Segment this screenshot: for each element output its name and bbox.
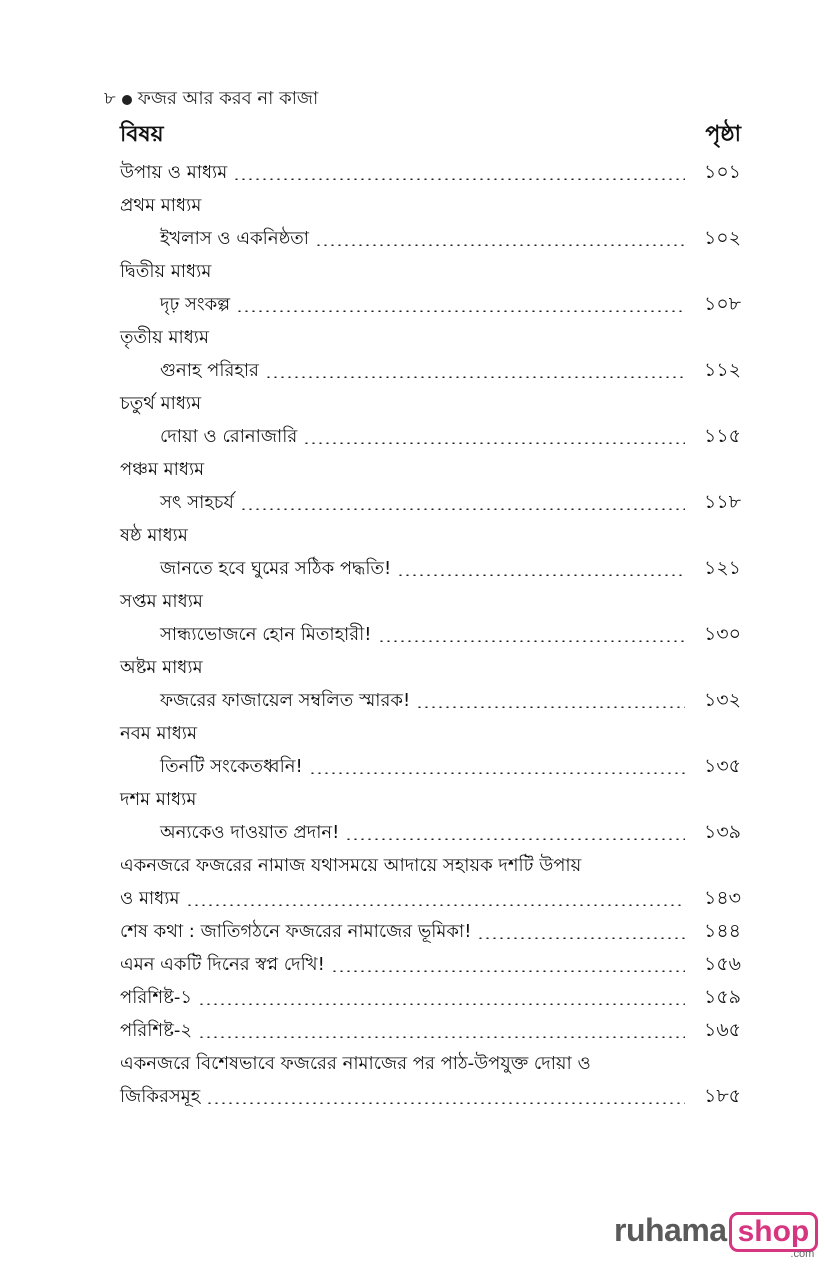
page-column-heading: পৃষ্ঠা — [705, 122, 741, 147]
toc-entry-title: তিনটি সংকেতধ্বনি! — [160, 756, 303, 777]
toc-row — [120, 651, 741, 684]
toc-entry-title: পরিশিষ্ট-১ — [120, 987, 193, 1008]
bullet-icon — [122, 95, 132, 105]
toc-entry-title: তৃতীয় মাধ্যম — [120, 327, 210, 348]
book-title: ফজর আর করব না কাজা — [137, 88, 319, 109]
toc-entry-page: ১৪৪ — [704, 920, 741, 942]
toc-entry-title: সৎ সাহচর্য — [160, 492, 234, 513]
toc-entry-title: চতুর্থ মাধ্যম — [120, 393, 202, 414]
toc-row — [120, 915, 741, 948]
dot-leader — [477, 937, 685, 939]
dot-leader — [233, 178, 685, 180]
dot-leader — [378, 640, 685, 642]
dot-leader — [236, 310, 685, 312]
toc-row — [120, 618, 741, 651]
dot-leader — [416, 706, 685, 708]
toc-row — [120, 1080, 741, 1113]
toc-entry-title: ইখলাস ও একনিষ্ঠতা — [160, 228, 310, 249]
toc-row — [120, 354, 741, 387]
dot-leader — [345, 838, 685, 840]
dot-leader — [198, 1003, 685, 1005]
toc-row — [120, 684, 741, 717]
toc-row — [120, 816, 741, 849]
dot-leader — [198, 1036, 685, 1038]
toc-entry-title: অষ্টম মাধ্যম — [120, 657, 203, 678]
toc-entry-page: ১০২ — [703, 227, 741, 249]
ruhamashop-logo — [614, 1212, 818, 1260]
toc-entry-page: ১১২ — [703, 359, 741, 381]
toc-row — [120, 222, 741, 255]
running-head — [104, 84, 318, 115]
toc-entry-title: নবম মাধ্যম — [120, 723, 197, 744]
toc-entry-page: ১৮৫ — [704, 1085, 741, 1107]
toc-entry-title: ও মাধ্যম — [120, 888, 180, 909]
toc-row — [120, 387, 741, 420]
toc-entry-page: ১১৮ — [704, 491, 741, 513]
logo-brand-main: ruhama — [614, 1212, 727, 1248]
toc-entry-page: ১৩৯ — [703, 821, 741, 843]
toc-entry-title: সান্ধ্যভোজনে হোন মিতাহারী! — [160, 624, 372, 645]
toc-entry-page: ১৫৬ — [703, 953, 741, 975]
toc-entry-title: দ্বিতীয় মাধ্যম — [120, 261, 212, 282]
toc-entry-page: ১৩৫ — [703, 755, 741, 777]
toc-entry-title: দৃঢ় সংকল্প — [160, 294, 231, 315]
toc-row — [120, 255, 741, 288]
dot-leader — [303, 442, 685, 444]
toc-entry-page: ১৩২ — [703, 689, 741, 711]
toc-row — [120, 849, 741, 882]
toc-row — [120, 420, 741, 453]
logo-brand-shop: shop — [729, 1212, 819, 1252]
dot-leader — [206, 1102, 685, 1104]
toc-row — [120, 156, 741, 189]
toc-entry-page: ১০১ — [703, 161, 741, 183]
dot-leader — [240, 508, 685, 510]
toc-row — [120, 189, 741, 222]
page-number: ৮ — [104, 88, 116, 109]
toc-row — [120, 552, 741, 585]
dot-leader — [186, 904, 686, 906]
toc-row — [120, 882, 741, 915]
toc-entry-title: প্রথম মাধ্যম — [120, 195, 202, 216]
toc-row — [120, 783, 741, 816]
toc-row — [120, 519, 741, 552]
toc-entry-title: জানতে হবে ঘুমের সঠিক পদ্ধতি! — [160, 558, 392, 579]
toc-row — [120, 1014, 741, 1047]
toc-row — [120, 717, 741, 750]
toc-row — [120, 1047, 741, 1080]
toc-entry-page: ১৬৫ — [703, 1019, 741, 1041]
logo-domain: .com — [790, 1248, 815, 1260]
toc-row — [120, 321, 741, 354]
toc-row — [120, 981, 741, 1014]
toc-entry-title: শেষ কথা : জাতিগঠনে ফজরের নামাজের ভূমিকা! — [120, 921, 472, 942]
dot-leader — [309, 772, 685, 774]
toc-entry-title: দশম মাধ্যম — [120, 789, 197, 810]
toc-row — [120, 453, 741, 486]
toc-entry-title: জিকিরসমূহ — [120, 1086, 201, 1107]
dot-leader — [397, 574, 685, 576]
toc-entry-page: ১৫৯ — [704, 986, 741, 1008]
toc-entry-page: ১০৮ — [703, 293, 741, 315]
toc-entry-title: ফজরের ফাজায়েল সম্বলিত স্মারক! — [160, 690, 411, 711]
toc-entry-page: ১৩০ — [703, 623, 741, 645]
toc-row — [120, 948, 741, 981]
toc-entry-title: একনজরে বিশেষভাবে ফজরের নামাজের পর পাঠ-উপযুক্ত দোয়া ও — [120, 1053, 591, 1074]
dot-leader — [315, 244, 685, 246]
subject-column-heading: বিষয় — [120, 122, 164, 147]
toc-entry-title: একনজরে ফজরের নামাজ যথাসময়ে আদায়ে সহায়ক দশটি উপায় — [120, 855, 582, 876]
toc-row — [120, 585, 741, 618]
toc-row — [120, 288, 741, 321]
toc-entry-title: সপ্তম মাধ্যম — [120, 591, 203, 612]
toc-entry-title: অন্যকেও দাওয়াত প্রদান! — [160, 822, 340, 843]
toc-entry-title: এমন একটি দিনের স্বপ্ন দেখি! — [120, 954, 325, 975]
toc-entry-title: ষষ্ঠ মাধ্যম — [120, 525, 188, 546]
toc-entry-title: দোয়া ও রোনাজারি — [160, 426, 298, 447]
dot-leader — [331, 970, 685, 972]
toc-entry-page: ১২১ — [703, 557, 741, 579]
toc-entry-title: পঞ্চম মাধ্যম — [120, 459, 205, 480]
toc-entry-page: ১৪৩ — [703, 887, 741, 909]
toc-entry-page: ১১৫ — [704, 425, 741, 447]
toc-entry-title: গুনাহ পরিহার — [160, 360, 259, 381]
dot-leader — [265, 376, 685, 378]
toc-row — [120, 486, 741, 519]
toc-entry-title: পরিশিষ্ট-২ — [120, 1020, 193, 1041]
toc-entry-title: উপায় ও মাধ্যম — [120, 162, 228, 183]
toc-row — [120, 750, 741, 783]
table-of-contents — [120, 156, 741, 1113]
